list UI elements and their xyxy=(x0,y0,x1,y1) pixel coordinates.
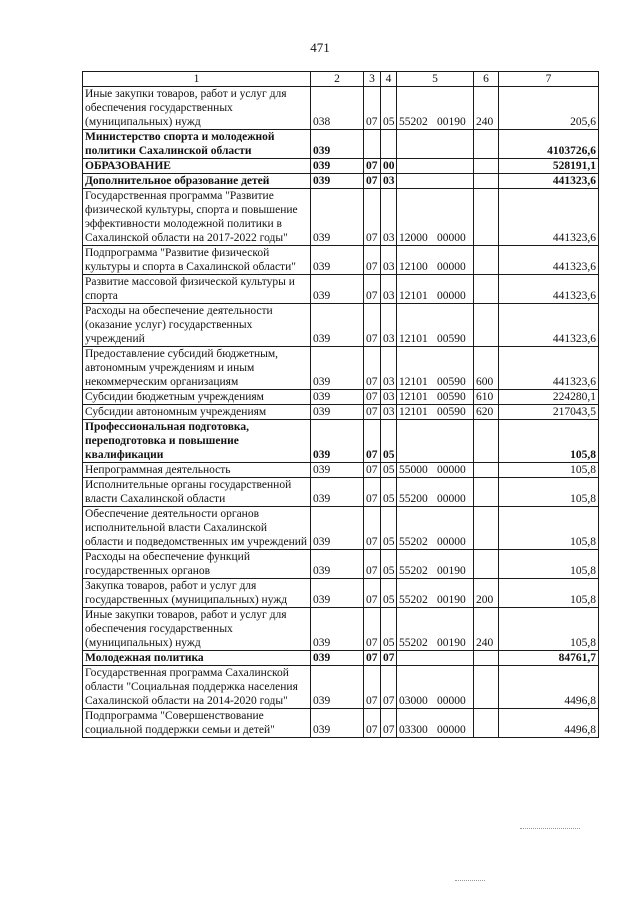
row-article-part-a: 03300 xyxy=(399,724,428,736)
row-target-article xyxy=(397,174,474,189)
table-row xyxy=(83,347,599,390)
row-subsection: 03 xyxy=(381,405,397,420)
table-row xyxy=(83,666,599,709)
table-row xyxy=(83,550,599,579)
row-target-article xyxy=(397,608,474,651)
table-row xyxy=(83,87,599,130)
row-expense-type: 600 xyxy=(474,347,499,390)
header-col-7: 7 xyxy=(499,72,599,87)
row-article-part-a: 12101 xyxy=(399,376,428,388)
row-subsection: 03 xyxy=(381,246,397,275)
row-name: Субсидии бюджетным учреждениям xyxy=(83,390,311,405)
row-article-part-b: 00590 xyxy=(437,376,466,388)
row-name: Профессиональная подготовка, переподготовка и повышение квалификации xyxy=(83,420,311,463)
row-sum: 105,8 xyxy=(499,579,599,608)
row-target-article xyxy=(397,87,474,130)
row-sum: 105,8 xyxy=(499,507,599,550)
table-row xyxy=(83,304,599,347)
row-sum: 205,6 xyxy=(499,87,599,130)
row-subsection: 07 xyxy=(381,666,397,709)
row-sum: 441323,6 xyxy=(499,246,599,275)
row-ministry-code: 039 xyxy=(311,159,364,174)
row-section: 07 xyxy=(364,159,381,174)
table-row xyxy=(83,246,599,275)
row-ministry-code: 039 xyxy=(311,304,364,347)
row-target-article xyxy=(397,420,474,463)
row-article-part-a: 12101 xyxy=(399,290,428,302)
row-subsection: 05 xyxy=(381,463,397,478)
row-section: 07 xyxy=(364,608,381,651)
row-sum: 441323,6 xyxy=(499,275,599,304)
table-row xyxy=(83,651,599,666)
row-expense-type: 240 xyxy=(474,608,499,651)
row-name: Государственная программа "Развитие физической культуры, спорта и повышение эффективности молодежной политики в Сахалинской области на 2017-2022 годы" xyxy=(83,189,311,246)
row-ministry-code: 039 xyxy=(311,174,364,189)
row-name: Министерство спорта и молодежной политики Сахалинской области xyxy=(83,130,311,159)
row-article-part-b: 00000 xyxy=(437,290,466,302)
row-sum: 441323,6 xyxy=(499,189,599,246)
row-target-article xyxy=(397,130,474,159)
table-row xyxy=(83,579,599,608)
row-ministry-code: 039 xyxy=(311,420,364,463)
row-article-part-b: 00000 xyxy=(437,536,466,548)
row-section: 07 xyxy=(364,347,381,390)
row-section: 07 xyxy=(364,709,381,738)
row-section: 07 xyxy=(364,174,381,189)
header-col-1: 1 xyxy=(83,72,311,87)
row-subsection: 03 xyxy=(381,174,397,189)
row-section: 07 xyxy=(364,304,381,347)
row-article-part-a: 55202 xyxy=(399,594,428,606)
row-article-part-a: 03000 xyxy=(399,695,428,707)
row-article-part-a: 55202 xyxy=(399,536,428,548)
row-article-part-b: 00590 xyxy=(437,333,466,345)
row-article-part-b: 00000 xyxy=(437,464,466,476)
row-article-part-b: 00590 xyxy=(437,406,466,418)
row-name: Иные закупки товаров, работ и услуг для обеспечения государственных (муниципальных) нужд xyxy=(83,87,311,130)
row-sum: 105,8 xyxy=(499,608,599,651)
row-target-article xyxy=(397,189,474,246)
row-name: Непрограммная деятельность xyxy=(83,463,311,478)
row-name: Обеспечение деятельности органов исполнительной власти Сахалинской области и подведомственных им учреждений xyxy=(83,507,311,550)
row-name: Закупка товаров, работ и услуг для государственных (муниципальных) нужд xyxy=(83,579,311,608)
header-col-6: 6 xyxy=(474,72,499,87)
row-expense-type xyxy=(474,174,499,189)
row-section: 07 xyxy=(364,463,381,478)
row-section: 07 xyxy=(364,405,381,420)
row-sum: 441323,6 xyxy=(499,174,599,189)
row-target-article xyxy=(397,651,474,666)
row-subsection: 00 xyxy=(381,159,397,174)
row-target-article xyxy=(397,246,474,275)
row-expense-type xyxy=(474,666,499,709)
row-ministry-code: 039 xyxy=(311,405,364,420)
row-expense-type xyxy=(474,304,499,347)
table-row xyxy=(83,189,599,246)
row-article-part-a: 55200 xyxy=(399,493,428,505)
row-name: Предоставление субсидий бюджетным, автономным учреждениям и иным некоммерческим организациям xyxy=(83,347,311,390)
budget-table xyxy=(82,71,599,738)
row-ministry-code: 039 xyxy=(311,463,364,478)
row-target-article xyxy=(397,405,474,420)
row-article-part-a: 12101 xyxy=(399,333,428,345)
row-section: 07 xyxy=(364,478,381,507)
scan-artifact-line xyxy=(520,828,580,830)
row-section: 07 xyxy=(364,579,381,608)
row-expense-type xyxy=(474,275,499,304)
row-article-part-b: 00000 xyxy=(437,261,466,273)
table-row xyxy=(83,390,599,405)
row-section: 07 xyxy=(364,666,381,709)
row-subsection: 05 xyxy=(381,550,397,579)
row-sum: 528191,1 xyxy=(499,159,599,174)
row-expense-type xyxy=(474,478,499,507)
row-subsection: 05 xyxy=(381,420,397,463)
row-target-article xyxy=(397,507,474,550)
row-article-part-a: 12101 xyxy=(399,406,428,418)
row-subsection: 07 xyxy=(381,709,397,738)
table-row xyxy=(83,507,599,550)
row-ministry-code: 039 xyxy=(311,651,364,666)
row-ministry-code: 039 xyxy=(311,275,364,304)
row-article-part-b: 00000 xyxy=(437,493,466,505)
row-article-part-b: 00000 xyxy=(437,232,466,244)
row-subsection: 05 xyxy=(381,478,397,507)
row-article-part-b: 00190 xyxy=(437,594,466,606)
row-expense-type: 620 xyxy=(474,405,499,420)
row-sum: 224280,1 xyxy=(499,390,599,405)
row-name: Расходы на обеспечение деятельности (оказание услуг) государственных учреждений xyxy=(83,304,311,347)
row-section: 07 xyxy=(364,420,381,463)
row-name: Молодежная политика xyxy=(83,651,311,666)
row-subsection: 05 xyxy=(381,87,397,130)
header-row xyxy=(83,72,599,87)
row-sum: 105,8 xyxy=(499,463,599,478)
row-target-article xyxy=(397,304,474,347)
row-target-article xyxy=(397,550,474,579)
row-name: ОБРАЗОВАНИЕ xyxy=(83,159,311,174)
row-ministry-code: 039 xyxy=(311,390,364,405)
table-body xyxy=(83,87,599,738)
table-row xyxy=(83,463,599,478)
row-expense-type xyxy=(474,651,499,666)
row-subsection xyxy=(381,130,397,159)
row-article-part-a: 55202 xyxy=(399,565,428,577)
row-subsection: 03 xyxy=(381,304,397,347)
row-name: Исполнительные органы государственной власти Сахалинской области xyxy=(83,478,311,507)
row-name: Государственная программа Сахалинской области "Социальная поддержка населения Сахалинской области на 2014-2020 годы" xyxy=(83,666,311,709)
row-subsection: 05 xyxy=(381,579,397,608)
header-col-3: 3 xyxy=(364,72,381,87)
row-ministry-code: 039 xyxy=(311,130,364,159)
row-ministry-code: 039 xyxy=(311,478,364,507)
row-target-article xyxy=(397,347,474,390)
row-subsection: 03 xyxy=(381,347,397,390)
row-expense-type xyxy=(474,463,499,478)
row-article-part-a: 55202 xyxy=(399,637,428,649)
row-section: 07 xyxy=(364,275,381,304)
row-sum: 105,8 xyxy=(499,478,599,507)
row-sum: 441323,6 xyxy=(499,304,599,347)
row-subsection: 03 xyxy=(381,275,397,304)
row-subsection: 03 xyxy=(381,390,397,405)
row-subsection: 03 xyxy=(381,189,397,246)
table-row xyxy=(83,275,599,304)
row-article-part-a: 12100 xyxy=(399,261,428,273)
row-expense-type xyxy=(474,246,499,275)
row-article-part-b: 00190 xyxy=(437,565,466,577)
row-ministry-code: 039 xyxy=(311,666,364,709)
row-expense-type xyxy=(474,159,499,174)
table-row xyxy=(83,130,599,159)
row-target-article xyxy=(397,463,474,478)
row-name: Подпрограмма "Развитие физической культуры и спорта в Сахалинской области" xyxy=(83,246,311,275)
table-row xyxy=(83,420,599,463)
row-expense-type xyxy=(474,130,499,159)
page-number: 471 xyxy=(310,40,330,55)
row-subsection: 07 xyxy=(381,651,397,666)
table-row xyxy=(83,709,599,738)
table-row xyxy=(83,159,599,174)
row-subsection: 05 xyxy=(381,507,397,550)
row-subsection: 05 xyxy=(381,608,397,651)
row-ministry-code: 039 xyxy=(311,246,364,275)
table-row xyxy=(83,405,599,420)
row-sum: 4103726,6 xyxy=(499,130,599,159)
row-ministry-code: 038 xyxy=(311,87,364,130)
row-name: Иные закупки товаров, работ и услуг для обеспечения государственных (муниципальных) нужд xyxy=(83,608,311,651)
row-target-article xyxy=(397,709,474,738)
row-article-part-b: 00190 xyxy=(437,637,466,649)
row-target-article xyxy=(397,390,474,405)
row-target-article xyxy=(397,275,474,304)
row-name: Развитие массовой физической культуры и спорта xyxy=(83,275,311,304)
row-section: 07 xyxy=(364,550,381,579)
row-section: 07 xyxy=(364,507,381,550)
row-target-article xyxy=(397,579,474,608)
row-ministry-code: 039 xyxy=(311,189,364,246)
row-name: Дополнительное образование детей xyxy=(83,174,311,189)
row-name: Подпрограмма "Совершенствование социальной поддержки семьи и детей" xyxy=(83,709,311,738)
row-sum: 217043,5 xyxy=(499,405,599,420)
row-article-part-a: 55000 xyxy=(399,464,428,476)
row-section: 07 xyxy=(364,246,381,275)
row-sum: 441323,6 xyxy=(499,347,599,390)
row-expense-type xyxy=(474,420,499,463)
header-col-2: 2 xyxy=(311,72,364,87)
row-sum: 84761,7 xyxy=(499,651,599,666)
row-expense-type xyxy=(474,550,499,579)
row-sum: 105,8 xyxy=(499,420,599,463)
row-article-part-b: 00190 xyxy=(437,116,466,128)
table-row xyxy=(83,174,599,189)
row-section: 07 xyxy=(364,87,381,130)
row-expense-type xyxy=(474,507,499,550)
row-section: 07 xyxy=(364,390,381,405)
row-article-part-b: 00000 xyxy=(437,695,466,707)
row-sum: 4496,8 xyxy=(499,709,599,738)
row-expense-type: 240 xyxy=(474,87,499,130)
row-ministry-code: 039 xyxy=(311,507,364,550)
row-article-part-a: 12101 xyxy=(399,391,428,403)
row-section: 07 xyxy=(364,651,381,666)
row-ministry-code: 039 xyxy=(311,347,364,390)
table-row xyxy=(83,608,599,651)
row-ministry-code: 039 xyxy=(311,579,364,608)
row-name: Субсидии автономным учреждениям xyxy=(83,405,311,420)
row-expense-type: 610 xyxy=(474,390,499,405)
row-ministry-code: 039 xyxy=(311,709,364,738)
header-col-4: 4 xyxy=(381,72,397,87)
header-col-5: 5 xyxy=(397,72,474,87)
row-article-part-b: 00590 xyxy=(437,391,466,403)
row-article-part-b: 00000 xyxy=(437,724,466,736)
row-ministry-code: 039 xyxy=(311,550,364,579)
row-sum: 4496,8 xyxy=(499,666,599,709)
row-section: 07 xyxy=(364,189,381,246)
row-expense-type xyxy=(474,709,499,738)
row-ministry-code: 039 xyxy=(311,608,364,651)
row-article-part-a: 55202 xyxy=(399,116,428,128)
row-expense-type xyxy=(474,189,499,246)
scan-artifact-line xyxy=(455,880,485,882)
row-sum: 105,8 xyxy=(499,550,599,579)
table-row xyxy=(83,478,599,507)
row-target-article xyxy=(397,666,474,709)
row-target-article xyxy=(397,159,474,174)
row-article-part-a: 12000 xyxy=(399,232,428,244)
row-section xyxy=(364,130,381,159)
row-expense-type: 200 xyxy=(474,579,499,608)
row-target-article xyxy=(397,478,474,507)
row-name: Расходы на обеспечение функций государственных органов xyxy=(83,550,311,579)
